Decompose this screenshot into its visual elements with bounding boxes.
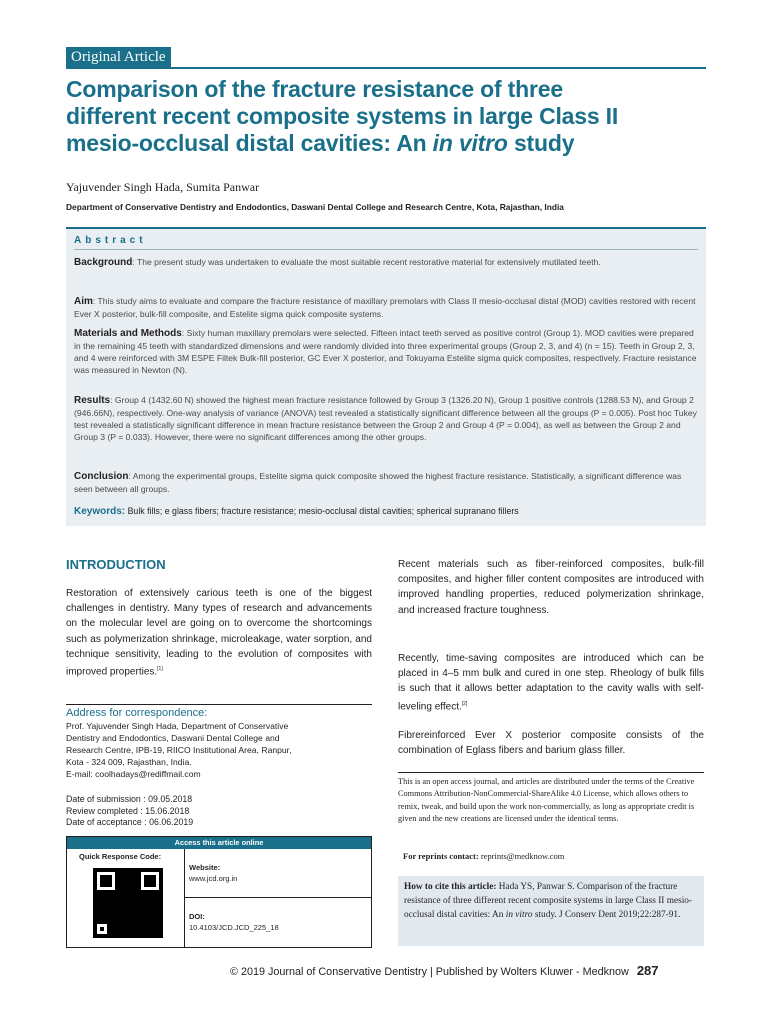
license-notice: This is an open access journal, and articles are distributed under the terms of the Creative Commons Attribution-NonCommercial-ShareAlike 4.0 License, which allows others to remix, tweak, and build upon the work non-commercially, as long as appropriate credit is given and the new creations are licensed under the identical terms. xyxy=(398,772,704,826)
correspondence-email: E-mail: coolhadays@rediffmail.com xyxy=(66,769,201,779)
intro-paragraph-1: Restoration of extensively carious teeth is one of the biggest challenges in dentistry. Many types of research and advancements on the molecular level are going on to overcome the shortcomings such as polymerization shrinkage, microleakage, water sorption, and technique sensitivity, leading to the evolution of composites with improved properties.[1] xyxy=(66,588,372,678)
abstract-results: Results: Group 4 (1432.60 N) showed the highest mean fracture resistance followed by Group 3 (1326.20 N), Group 1 positive controls (1288.53 N), and Group 2 (946.66N), respectively. One-way analysis of variance (ANOVA) test revealed a statistically significant difference between all the groups (P = 0.005). Post hoc Tukey test revealed a statistically significant difference in mean fracture resistance between the Group 2 and Group 4 (P = 0.004), as well as between the Group 2 and Group 3 (P = 0.033). However, there were no significant differences among the other groups. xyxy=(74,395,697,442)
website-label: Website: xyxy=(189,863,221,872)
header-rule xyxy=(66,67,706,69)
doi-label: DOI: xyxy=(189,912,205,921)
date-acceptance: Date of acceptance : 06.06.2019 xyxy=(66,817,194,827)
reprints-contact: For reprints contact: reprints@medknow.com xyxy=(403,851,565,861)
affiliation: Department of Conservative Dentistry and Endodontics, Daswani Dental College and Research Centre, Kota, Rajasthan, India xyxy=(66,202,564,212)
title-line-3: mesio-occlusal distal cavities: An in vitro study xyxy=(66,130,575,156)
page-number: 287 xyxy=(636,963,659,978)
qr-label: Quick Response Code: xyxy=(79,852,162,861)
reprints-email[interactable]: reprints@medknow.com xyxy=(478,851,565,861)
doi-link[interactable]: 10.4103/JCD.JCD_225_18 xyxy=(189,923,279,932)
page-footer xyxy=(230,963,659,978)
correspondence-box xyxy=(66,704,372,780)
date-review: Review completed : 15.06.2018 xyxy=(66,805,190,816)
intro-paragraph-4: Fibrereinforced Ever X posterior composite consists of the combination of Eglass fibers and barium glass filler. xyxy=(398,730,704,757)
access-online-box xyxy=(66,836,372,948)
intro-paragraph-3: Recently, time-saving composites are introduced which can be placed in 4–5 mm bulk and cured in one step. Rheology of bulk fills is such that it allows better adaptation to the cavity walls with self-leveling effect.[2] xyxy=(398,653,704,712)
title-line-2: different recent composite systems in large Class II xyxy=(66,103,619,129)
introduction-heading: INTRODUCTION xyxy=(66,557,166,572)
article-dates xyxy=(66,794,193,829)
abstract-conclusion: Conclusion: Among the experimental groups, Estelite sigma quick composite showed the highest fracture resistance. Statistically, a significant difference was seen between all groups. xyxy=(74,471,682,494)
abstract-aim: Aim: This study aims to evaluate and compare the fracture resistance of maxillary premolars with Class II mesio-occlusal distal (MOD) cavities restored with recent Ever X posterior, bulk-fill composite, and Estelite sigma quick composite systems. xyxy=(74,296,696,319)
access-heading: Access this article online xyxy=(67,837,371,849)
abstract-heading: Abstract xyxy=(74,235,147,246)
abstract-box xyxy=(66,227,706,526)
article-type-badge: Original Article xyxy=(66,47,171,67)
title-line-1: Comparison of the fracture resistance of three xyxy=(66,76,563,102)
author-list: Yajuvender Singh Hada, Sumita Panwar xyxy=(66,180,260,194)
footer-text: © 2019 Journal of Conservative Dentistry | Published by Wolters Kluwer - Medknow xyxy=(230,966,629,978)
website-section xyxy=(185,849,371,898)
abstract-methods: Materials and Methods: Sixty human maxillary premolars were selected. Fifteen intact teeth served as positive control (Group 1). MOD cavities were prepared in the remaining 45 teeth with standardized dimensions and were randomly divided into three experimental groups (Group 2, 3, and 4) (n = 15). Teeth in Group 2, 3, and 4 were reinforced with 3M ESPE Filtek Bulk-fill posterior, GC Ever X posterior, and Tokuyama Estelite sigma quick composites, respectively. Fracture resistance was measured in Newton (N). xyxy=(74,328,697,375)
intro-paragraph-2: Recent materials such as fiber-reinforced composites, bulk-fill composites, and higher filler content composites are introduced with improved handling properties, reduced polymerization shrinkage, and increased fracture toughness. xyxy=(398,559,704,616)
citation-box: How to cite this article: Hada YS, Panwar S. Comparison of the fracture resistance of three different recent composite systems in large Class II mesio-occlusal distal cavities: An in vitro study. J Conserv Dent 2019;22:287-91. xyxy=(398,876,704,946)
abstract-background: Background: The present study was undertaken to evaluate the most suitable recent restorative material for extensively mutilated teeth. xyxy=(74,257,601,268)
date-submission: Date of submission : 09.05.2018 xyxy=(66,794,193,804)
qr-section xyxy=(67,849,185,947)
abstract-keywords: Keywords: Bulk fills; e glass fibers; fracture resistance; mesio-occlusal distal cavities; spherical supranano fillers xyxy=(74,506,519,517)
correspondence-address: Prof. Yajuvender Singh Hada, Department of Conservative Dentistry and Endodontics, Daswani Dental College and Research Centre, IPB-19, RIICO Institutional Area, Ranpur, Kota - 324 009, Rajasthan, India. E-mail: coolhadays@rediffmail.com xyxy=(66,720,372,780)
qr-code-icon[interactable] xyxy=(93,868,163,938)
website-link[interactable]: www.jcd.org.in xyxy=(189,874,238,883)
article-title xyxy=(66,76,706,157)
correspondence-heading: Address for correspondence: xyxy=(66,707,208,719)
abstract-rule xyxy=(74,249,698,250)
